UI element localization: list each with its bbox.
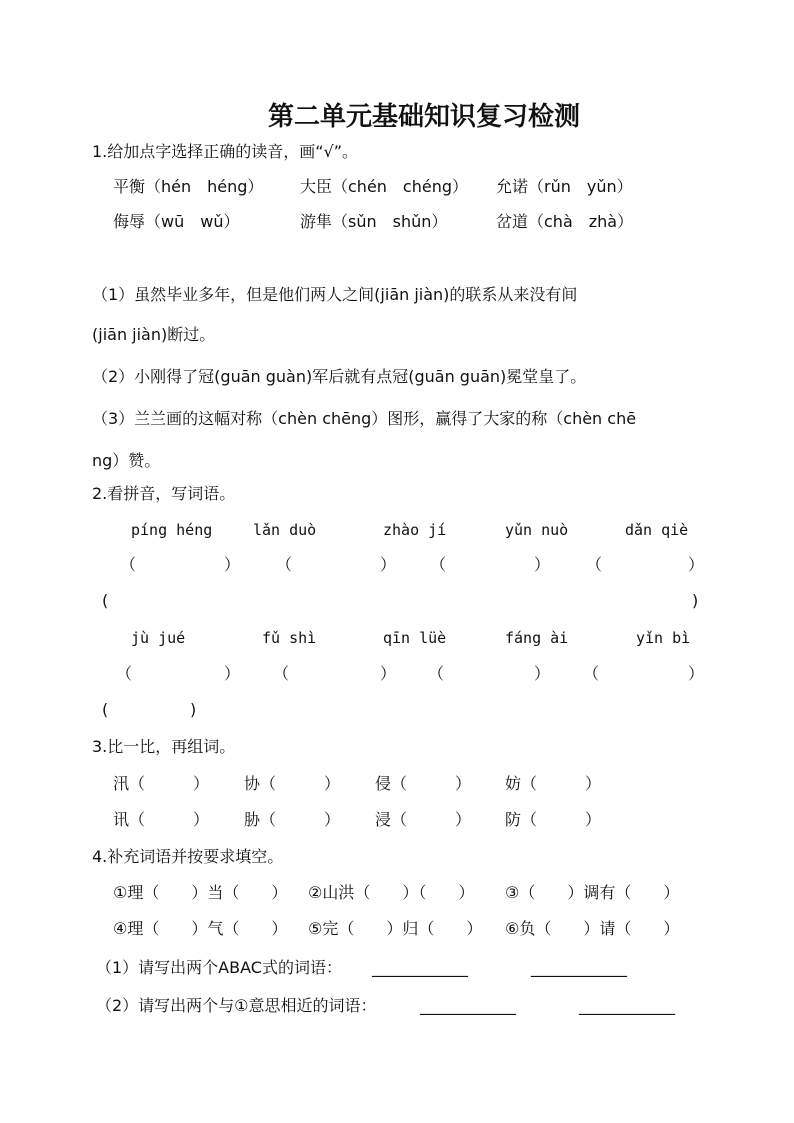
q4-item: ⑤完（ ）归（ ） — [308, 919, 483, 938]
answer-bracket-close: ） — [224, 664, 241, 683]
q3-item: 侵（ ） — [375, 774, 472, 793]
q1-sentence-1-cont: (jiān jiàn)断过。 — [92, 325, 216, 344]
q3-item: 浸（ ） — [375, 810, 472, 829]
q1-option: 岔道（chà zhà） — [496, 212, 634, 231]
answer-bracket-open: （ — [273, 664, 290, 683]
q4-sub-2: （2）请写出两个与①意思相近的词语： — [96, 996, 377, 1015]
q4-sub-1: （1）请写出两个ABAC式的词语： — [96, 958, 342, 977]
q2-heading: 2.看拼音，写词语。 — [92, 484, 236, 503]
q1-option: 侮辱（wū wǔ） — [113, 212, 240, 231]
q3-item: 汛（ ） — [113, 774, 210, 793]
answer-blank: ____________ — [420, 996, 516, 1015]
pinyin-label: fǔ shì — [262, 629, 317, 647]
q4-item: ④理（ ）气（ ） — [113, 919, 288, 938]
q1-sentence-3-cont: ng）赞。 — [92, 451, 161, 470]
answer-blank: ____________ — [372, 958, 468, 977]
pinyin-label: lǎn duò — [253, 521, 317, 539]
answer-blank: ____________ — [531, 958, 627, 977]
q1-sentence-2: （2）小刚得了冠(guān guàn)军后就有点冠(guān guān)冕堂皇了。 — [92, 367, 587, 386]
answer-bracket-close: ） — [688, 664, 705, 683]
answer-bracket-open: （ — [586, 555, 603, 574]
pinyin-label: qīn lüè — [383, 629, 447, 647]
answer-bracket-open: （ — [116, 664, 133, 683]
answer-bracket-open: ( — [102, 700, 109, 719]
q4-heading: 4.补充词语并按要求填空。 — [92, 847, 284, 866]
q1-option: 允诺（rǔn yǔn） — [496, 177, 633, 196]
answer-bracket-close: ） — [534, 664, 551, 683]
answer-bracket-close: ） — [534, 555, 551, 574]
answer-bracket-open: （ — [276, 555, 293, 574]
q1-heading: 1.给加点字选择正确的读音，画“√”。 — [92, 142, 359, 161]
answer-bracket-open: （ — [120, 555, 137, 574]
q1-option: 平衡（hén héng） — [113, 177, 264, 196]
pinyin-label: jù jué — [131, 629, 186, 647]
q4-item: ②山洪（ ）（ ） — [308, 883, 475, 902]
answer-bracket-close: ） — [224, 555, 241, 574]
answer-bracket-close: ） — [380, 555, 397, 574]
answer-bracket-open: ( — [102, 591, 109, 610]
answer-bracket-open: （ — [583, 664, 600, 683]
pinyin-label: píng héng — [131, 521, 213, 539]
q4-item: ①理（ ）当（ ） — [113, 883, 288, 902]
answer-bracket-close: ) — [692, 591, 699, 610]
pinyin-label: zhào jí — [383, 521, 447, 539]
q3-item: 协（ ） — [244, 774, 341, 793]
pinyin-label: dǎn qiè — [625, 521, 689, 539]
answer-bracket-open: （ — [428, 664, 445, 683]
q3-item: 妨（ ） — [505, 774, 602, 793]
answer-bracket-open: （ — [430, 555, 447, 574]
q4-item: ③（ ）调有（ ） — [505, 883, 680, 902]
q3-heading: 3.比一比，再组词。 — [92, 737, 236, 756]
q4-item: ⑥负（ ）请（ ） — [505, 919, 680, 938]
q1-option: 游隼（sǔn shǔn） — [300, 212, 448, 231]
answer-bracket-close: ） — [380, 664, 397, 683]
pinyin-label: yǐn bì — [636, 629, 691, 647]
answer-blank: ____________ — [579, 996, 675, 1015]
q3-item: 防（ ） — [505, 810, 602, 829]
page-title: 第二单元基础知识复习检测 — [268, 102, 581, 132]
q1-option: 大臣（chén chéng） — [300, 177, 469, 196]
q3-item: 讯（ ） — [113, 810, 210, 829]
answer-bracket-close: ） — [688, 555, 705, 574]
q3-item: 胁（ ） — [244, 810, 341, 829]
pinyin-label: yǔn nuò — [505, 521, 569, 539]
q1-sentence-3: （3）兰兰画的这幅对称（chèn chēng）图形，赢得了大家的称（chèn chē — [92, 409, 637, 428]
pinyin-label: fáng ài — [505, 629, 569, 647]
answer-bracket-close: ) — [190, 700, 197, 719]
q1-sentence-1: （1）虽然毕业多年，但是他们两人之间(jiān jiàn)的联系从来没有间 — [92, 285, 578, 304]
